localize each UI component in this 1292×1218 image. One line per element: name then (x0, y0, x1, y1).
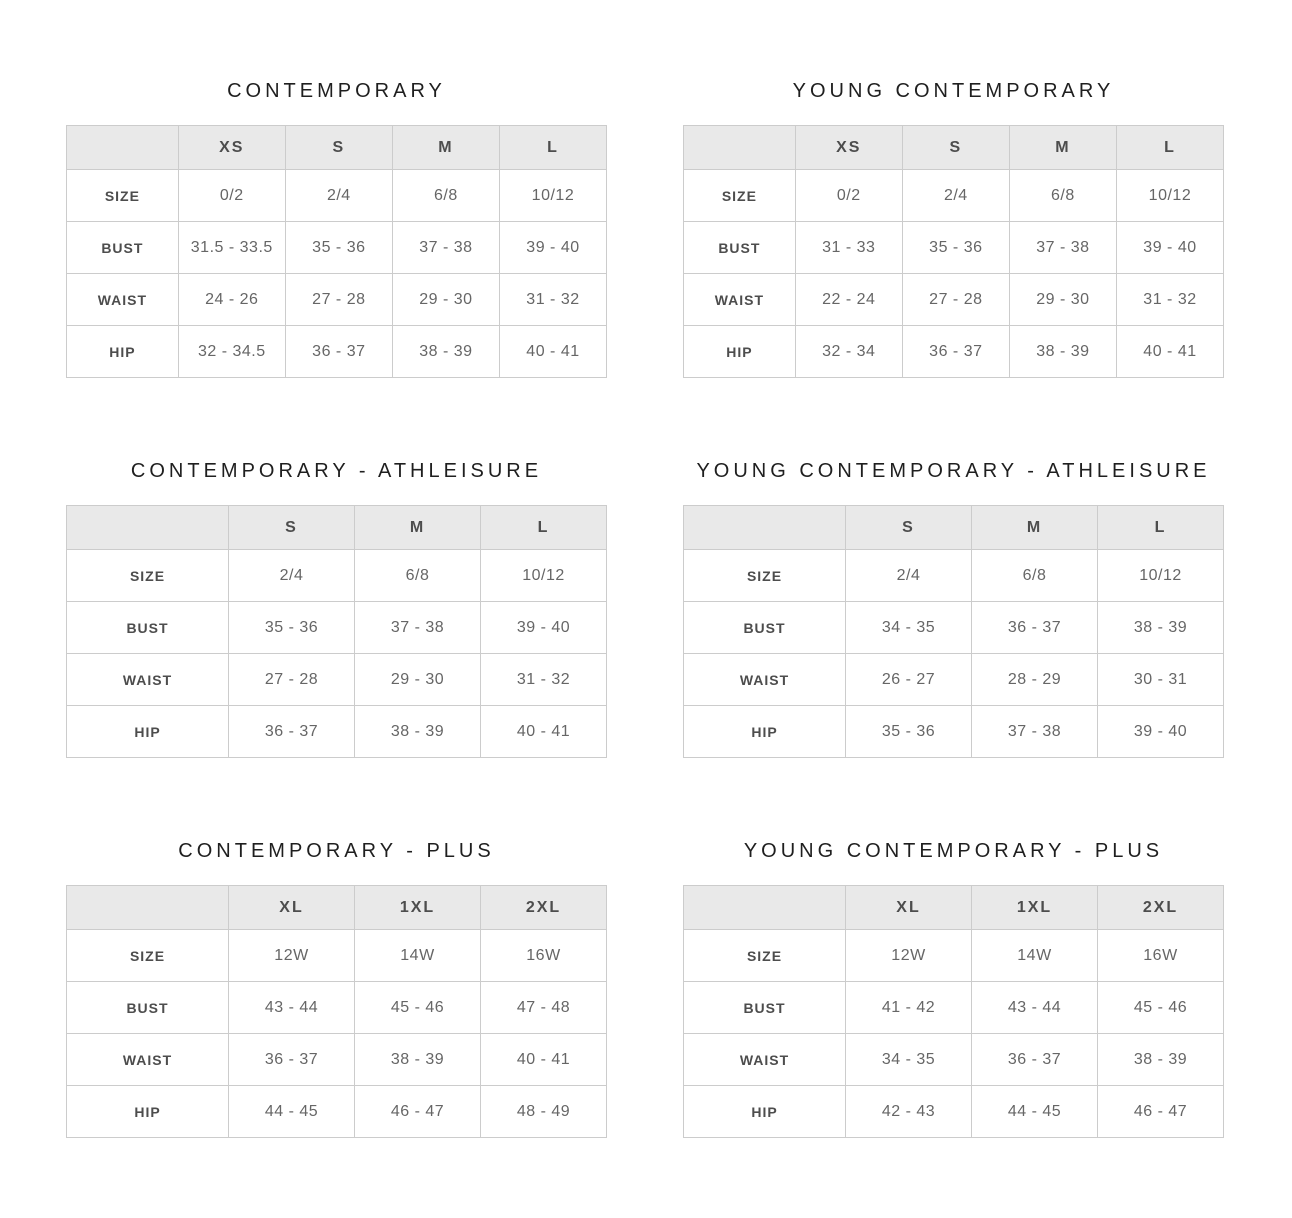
value-cell: 34 - 35 (846, 1034, 972, 1086)
table-row (684, 930, 1224, 982)
header-row (67, 126, 607, 170)
size-table (66, 505, 607, 758)
value-cell: 38 - 39 (392, 326, 499, 378)
chart-title: YOUNG CONTEMPORARY (792, 80, 1115, 102)
header-cell: XS (178, 126, 285, 170)
value-cell: 0/2 (795, 170, 902, 222)
value-cell: 40 - 41 (499, 326, 606, 378)
table-row (67, 274, 607, 326)
header-cell-empty (67, 126, 179, 170)
header-cell: XS (795, 126, 902, 170)
value-cell: 46 - 47 (1097, 1086, 1223, 1138)
value-cell: 2/4 (285, 170, 392, 222)
header-cell: 2XL (1097, 886, 1223, 930)
value-cell: 27 - 28 (229, 654, 355, 706)
header-row (67, 506, 607, 550)
row-label: BUST (67, 222, 179, 274)
chart-title: YOUNG CONTEMPORARY - ATHLEISURE (696, 460, 1211, 482)
table-row (684, 706, 1224, 758)
value-cell: 34 - 35 (846, 602, 972, 654)
row-label: WAIST (67, 654, 229, 706)
value-cell: 10/12 (1116, 170, 1223, 222)
value-cell: 14W (972, 930, 1098, 982)
value-cell: 36 - 37 (972, 1034, 1098, 1086)
header-row (684, 126, 1224, 170)
header-row (67, 886, 607, 930)
row-label: BUST (684, 982, 846, 1034)
value-cell: 45 - 46 (1097, 982, 1223, 1034)
table-row (67, 602, 607, 654)
table-row (67, 930, 607, 982)
value-cell: 32 - 34 (795, 326, 902, 378)
value-cell: 31 - 32 (1116, 274, 1223, 326)
table-row (67, 1086, 607, 1138)
row-label: WAIST (67, 1034, 229, 1086)
value-cell: 36 - 37 (229, 706, 355, 758)
value-cell: 31 - 32 (480, 654, 606, 706)
value-cell: 36 - 37 (902, 326, 1009, 378)
table-row (67, 1034, 607, 1086)
table-row (67, 654, 607, 706)
row-label: BUST (684, 602, 846, 654)
value-cell: 43 - 44 (972, 982, 1098, 1034)
size-table (66, 885, 607, 1138)
value-cell: 6/8 (355, 550, 481, 602)
table-row (684, 654, 1224, 706)
header-cell: 2XL (480, 886, 606, 930)
row-label: HIP (684, 706, 846, 758)
value-cell: 44 - 45 (972, 1086, 1098, 1138)
header-cell: 1XL (355, 886, 481, 930)
table-row (684, 274, 1224, 326)
row-label: HIP (67, 1086, 229, 1138)
value-cell: 27 - 28 (285, 274, 392, 326)
table-row (684, 326, 1224, 378)
value-cell: 2/4 (902, 170, 1009, 222)
value-cell: 22 - 24 (795, 274, 902, 326)
header-cell: S (229, 506, 355, 550)
size-table (66, 125, 607, 378)
value-cell: 39 - 40 (1097, 706, 1223, 758)
row-label: BUST (67, 982, 229, 1034)
row-label: WAIST (684, 274, 796, 326)
chart-title: CONTEMPORARY - PLUS (178, 840, 495, 862)
size-chart-contemporary-athleisure (66, 460, 607, 758)
table-row (684, 1086, 1224, 1138)
value-cell: 42 - 43 (846, 1086, 972, 1138)
header-cell-empty (684, 506, 846, 550)
header-row (684, 886, 1224, 930)
value-cell: 38 - 39 (355, 706, 481, 758)
value-cell: 39 - 40 (480, 602, 606, 654)
value-cell: 24 - 26 (178, 274, 285, 326)
header-cell: M (1009, 126, 1116, 170)
header-cell: L (1116, 126, 1223, 170)
value-cell: 38 - 39 (1009, 326, 1116, 378)
value-cell: 0/2 (178, 170, 285, 222)
header-row (684, 506, 1224, 550)
value-cell: 38 - 39 (1097, 602, 1223, 654)
header-cell: S (285, 126, 392, 170)
value-cell: 36 - 37 (285, 326, 392, 378)
row-label: HIP (684, 1086, 846, 1138)
row-label: WAIST (684, 654, 846, 706)
table-row (684, 1034, 1224, 1086)
value-cell: 6/8 (972, 550, 1098, 602)
value-cell: 31 - 32 (499, 274, 606, 326)
value-cell: 43 - 44 (229, 982, 355, 1034)
value-cell: 36 - 37 (972, 602, 1098, 654)
size-chart-contemporary (66, 80, 607, 378)
value-cell: 36 - 37 (229, 1034, 355, 1086)
header-cell: M (355, 506, 481, 550)
value-cell: 40 - 41 (480, 1034, 606, 1086)
header-cell: S (846, 506, 972, 550)
header-cell: M (972, 506, 1098, 550)
value-cell: 28 - 29 (972, 654, 1098, 706)
chart-title: CONTEMPORARY (227, 80, 446, 102)
row-label: WAIST (684, 1034, 846, 1086)
value-cell: 37 - 38 (1009, 222, 1116, 274)
value-cell: 46 - 47 (355, 1086, 481, 1138)
value-cell: 29 - 30 (355, 654, 481, 706)
value-cell: 35 - 36 (846, 706, 972, 758)
value-cell: 10/12 (1097, 550, 1223, 602)
value-cell: 44 - 45 (229, 1086, 355, 1138)
value-cell: 29 - 30 (392, 274, 499, 326)
value-cell: 10/12 (480, 550, 606, 602)
table-row (67, 326, 607, 378)
header-cell: L (480, 506, 606, 550)
value-cell: 6/8 (1009, 170, 1116, 222)
value-cell: 47 - 48 (480, 982, 606, 1034)
header-cell-empty (67, 886, 229, 930)
value-cell: 40 - 41 (1116, 326, 1223, 378)
value-cell: 2/4 (846, 550, 972, 602)
header-cell-empty (684, 126, 796, 170)
row-label: BUST (67, 602, 229, 654)
size-table (683, 885, 1224, 1138)
size-chart-young-contemporary-athleisure (683, 460, 1224, 758)
value-cell: 39 - 40 (499, 222, 606, 274)
table-row (67, 982, 607, 1034)
row-label: SIZE (684, 930, 846, 982)
header-cell: XL (846, 886, 972, 930)
row-label: SIZE (67, 930, 229, 982)
row-label: HIP (67, 706, 229, 758)
row-label: HIP (67, 326, 179, 378)
value-cell: 32 - 34.5 (178, 326, 285, 378)
value-cell: 27 - 28 (902, 274, 1009, 326)
header-cell: XL (229, 886, 355, 930)
value-cell: 16W (1097, 930, 1223, 982)
value-cell: 48 - 49 (480, 1086, 606, 1138)
header-cell: M (392, 126, 499, 170)
header-cell: S (902, 126, 1009, 170)
table-row (684, 982, 1224, 1034)
row-label: BUST (684, 222, 796, 274)
row-label: HIP (684, 326, 796, 378)
table-row (67, 550, 607, 602)
value-cell: 26 - 27 (846, 654, 972, 706)
value-cell: 40 - 41 (480, 706, 606, 758)
table-row (684, 170, 1224, 222)
value-cell: 31 - 33 (795, 222, 902, 274)
size-table (683, 505, 1224, 758)
value-cell: 6/8 (392, 170, 499, 222)
value-cell: 12W (846, 930, 972, 982)
value-cell: 35 - 36 (285, 222, 392, 274)
value-cell: 45 - 46 (355, 982, 481, 1034)
value-cell: 14W (355, 930, 481, 982)
header-cell: 1XL (972, 886, 1098, 930)
header-cell-empty (67, 506, 229, 550)
table-row (67, 222, 607, 274)
chart-title: CONTEMPORARY - ATHLEISURE (130, 460, 543, 482)
value-cell: 16W (480, 930, 606, 982)
value-cell: 37 - 38 (355, 602, 481, 654)
value-cell: 12W (229, 930, 355, 982)
value-cell: 35 - 36 (902, 222, 1009, 274)
row-label: SIZE (684, 170, 796, 222)
table-row (67, 170, 607, 222)
row-label: SIZE (67, 550, 229, 602)
size-chart-young-contemporary-plus (683, 840, 1224, 1138)
value-cell: 37 - 38 (392, 222, 499, 274)
size-chart-young-contemporary (683, 80, 1224, 378)
chart-title: YOUNG CONTEMPORARY - PLUS (743, 840, 1164, 862)
row-label: WAIST (67, 274, 179, 326)
value-cell: 38 - 39 (1097, 1034, 1223, 1086)
value-cell: 2/4 (229, 550, 355, 602)
table-row (684, 550, 1224, 602)
value-cell: 37 - 38 (972, 706, 1098, 758)
header-cell-empty (684, 886, 846, 930)
value-cell: 29 - 30 (1009, 274, 1116, 326)
value-cell: 30 - 31 (1097, 654, 1223, 706)
value-cell: 41 - 42 (846, 982, 972, 1034)
size-chart-contemporary-plus (66, 840, 607, 1138)
value-cell: 10/12 (499, 170, 606, 222)
header-cell: L (1097, 506, 1223, 550)
value-cell: 38 - 39 (355, 1034, 481, 1086)
value-cell: 31.5 - 33.5 (178, 222, 285, 274)
table-row (684, 602, 1224, 654)
header-cell: L (499, 126, 606, 170)
row-label: SIZE (67, 170, 179, 222)
size-table (683, 125, 1224, 378)
value-cell: 39 - 40 (1116, 222, 1223, 274)
value-cell: 35 - 36 (229, 602, 355, 654)
row-label: SIZE (684, 550, 846, 602)
table-row (67, 706, 607, 758)
table-row (684, 222, 1224, 274)
